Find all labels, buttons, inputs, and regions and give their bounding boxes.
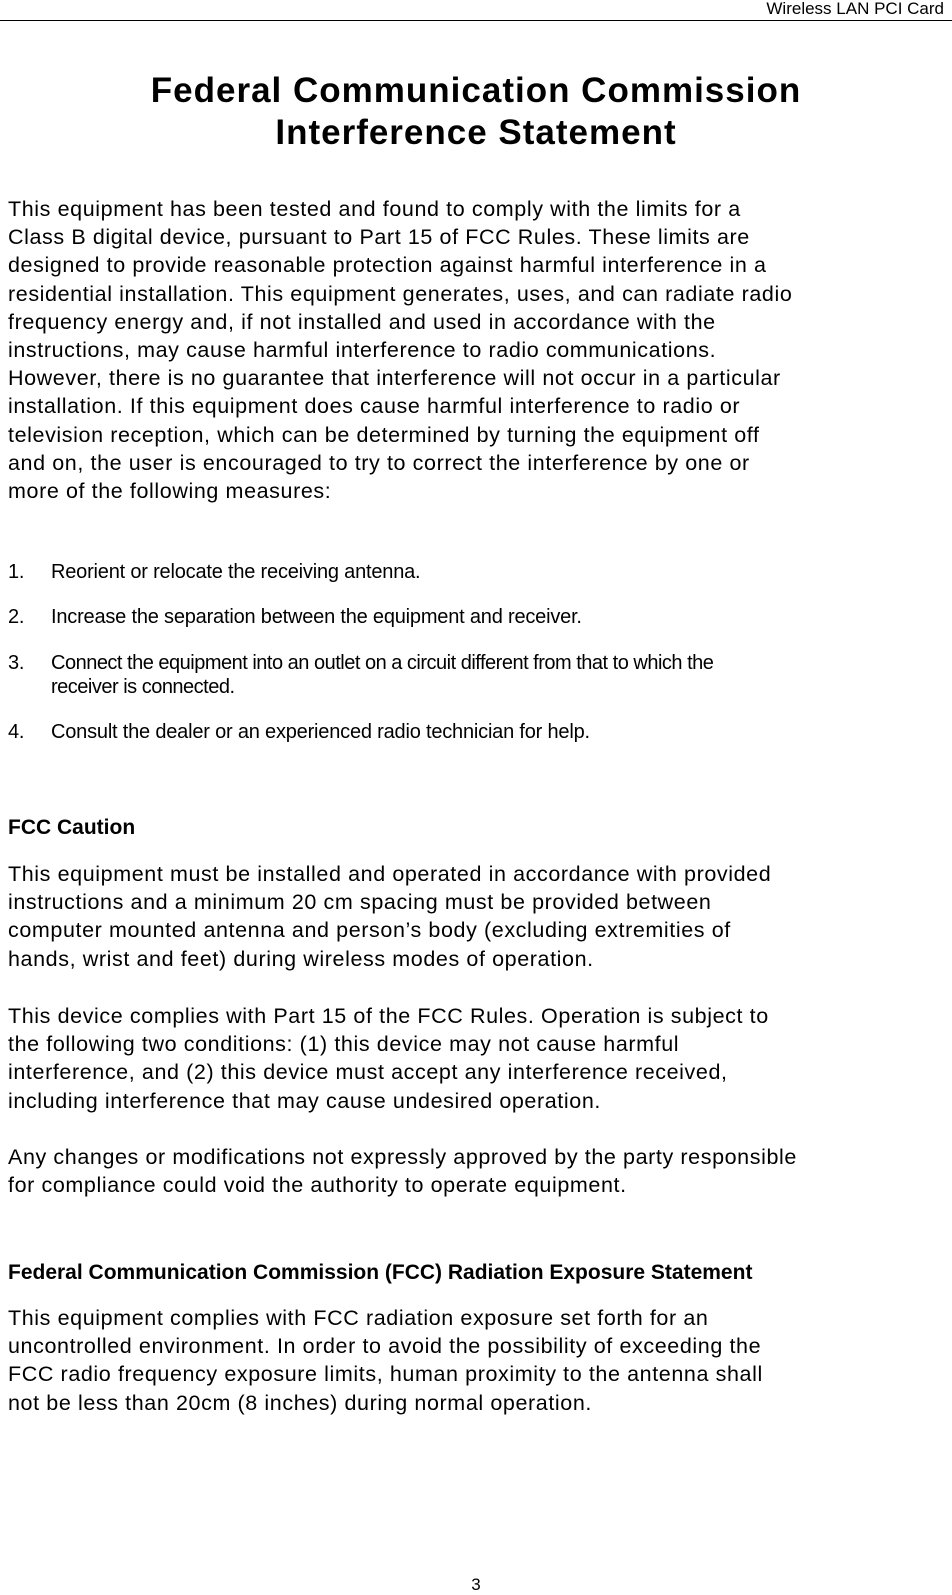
paragraph-line: instructions and a minimum 20 cm spacing must be provided between — [8, 890, 712, 915]
paragraph-line: installation. If this equipment does cause harmful interference to radio or — [8, 394, 741, 419]
paragraph-line: the following two conditions: (1) this device may not cause harmful — [8, 1032, 680, 1057]
paragraph-line: frequency energy and, if not installed and used in accordance with the — [8, 309, 716, 334]
list-text-line: Consult the dealer or an experienced radio technician for help. — [51, 721, 590, 743]
title-line-2: Interference Statement — [275, 113, 677, 152]
paragraph-line: more of the following measures: — [8, 479, 332, 504]
paragraph-line: and on, the user is encouraged to try to correct the interference by one or — [8, 450, 750, 475]
paragraph-line: including interference that may cause undesired operation. — [8, 1088, 601, 1113]
running-title: Wireless LAN PCI Card — [766, 0, 944, 18]
list-text-line: Reorient or relocate the receiving antenna. — [51, 561, 421, 583]
paragraph-line: television reception, which can be determined by turning the equipment off — [8, 422, 760, 447]
paragraph-line: designed to provide reasonable protection against harmful interference in a — [8, 253, 767, 278]
paragraph-line: This equipment has been tested and found to comply with the limits for a — [8, 197, 741, 221]
paragraph-line: hands, wrist and feet) during wireless modes of operation. — [8, 946, 594, 971]
paragraph-line: residential installation. This equipment generates, uses, and can radiate radio — [8, 281, 793, 306]
paragraph-line: However, there is no guarantee that interference will not occur in a particular — [8, 366, 781, 391]
list-number: 4. — [8, 721, 25, 743]
radiation-paragraph — [8, 1304, 948, 1417]
paragraph-line: This equipment must be installed and operated in accordance with provided — [8, 862, 772, 886]
paragraph-line: This equipment complies with FCC radiation exposure set forth for an — [8, 1306, 709, 1330]
list-text — [51, 560, 420, 584]
paragraph-line: Any changes or modifications not expressly approved by the party responsible — [8, 1145, 797, 1169]
paragraph-line: interference, and (2) this device must accept any interference received, — [8, 1060, 728, 1085]
intro-paragraph — [8, 195, 948, 505]
caution-paragraph-2 — [8, 1002, 948, 1115]
list-number: 1. — [8, 561, 25, 583]
caution-paragraph-1 — [8, 860, 948, 973]
page-header — [0, 0, 952, 21]
paragraph-line: not be less than 20cm (8 inches) during normal operation. — [8, 1390, 592, 1415]
paragraph-line: FCC radio frequency exposure limits, human proximity to the antenna shall — [8, 1362, 763, 1387]
title-line-1: Federal Communication Commission — [150, 71, 802, 110]
paragraph-line: instructions, may cause harmful interference to radio communications. — [8, 338, 717, 363]
caution-paragraph-3 — [8, 1143, 948, 1199]
list-text — [51, 651, 713, 699]
list-number: 3. — [8, 652, 25, 674]
list-text-line: Connect the equipment into an outlet on a circuit different from that to which the — [51, 652, 714, 674]
paragraph-line: This device complies with Part 15 of the FCC Rules. Operation is subject to — [8, 1004, 769, 1028]
list-text-line: Increase the separation between the equipment and receiver. — [51, 606, 582, 628]
paragraph-line: for compliance could void the authority to operate equipment. — [8, 1173, 627, 1198]
list-text — [51, 605, 582, 629]
paragraph-line: computer mounted antenna and person’s body (excluding extremities of — [8, 918, 731, 943]
list-text-line: receiver is connected. — [51, 676, 235, 698]
page-number: 3 — [471, 1575, 481, 1594]
list-number: 2. — [8, 606, 25, 628]
section-heading-radiation-exposure: Federal Communication Commission (FCC) Radiation Exposure Statement — [8, 1261, 753, 1284]
list-text — [51, 720, 590, 744]
document-title — [0, 70, 952, 154]
paragraph-line: Class B digital device, pursuant to Part 15 of FCC Rules. These limits are — [8, 225, 750, 250]
section-heading-fcc-caution: FCC Caution — [8, 816, 136, 839]
paragraph-line: uncontrolled environment. In order to avoid the possibility of exceeding the — [8, 1334, 762, 1359]
